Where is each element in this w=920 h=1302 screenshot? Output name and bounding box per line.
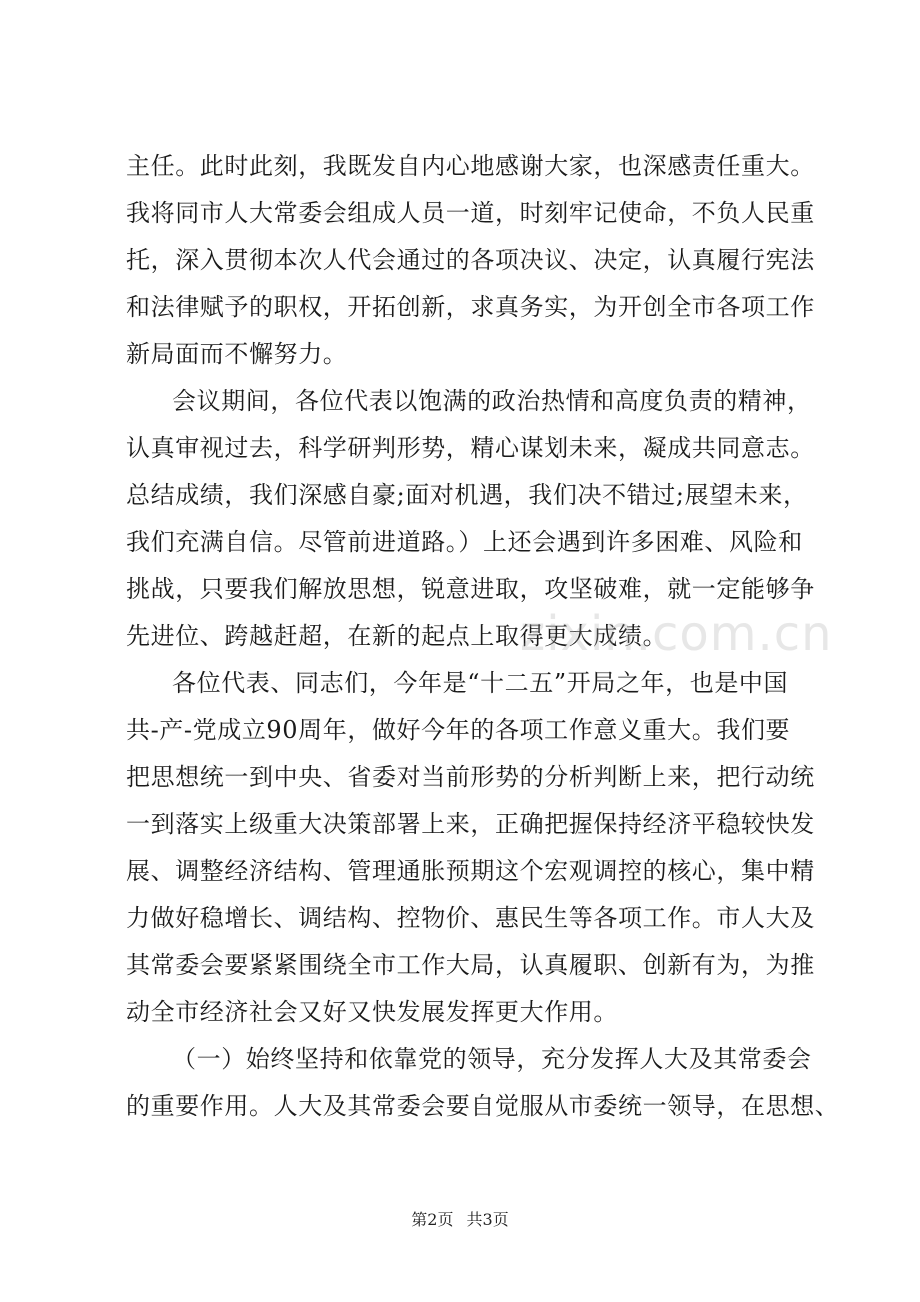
text-line: 力做好稳增长、调结构、控物价、惠民生等各项工作。市人大及 xyxy=(126,904,815,932)
text-line: 主任。此时此刻，我既发自内心地感谢大家，也深感责任重大。 xyxy=(126,152,815,180)
document-body xyxy=(126,147,840,1134)
text-line: 的重要作用。人大及其常委会要自觉服从市委统一领导，在思想、 xyxy=(126,1092,840,1120)
text-line: 和法律赋予的职权，开拓创新，求真务实，为开创全市各项工作 xyxy=(126,293,815,321)
page-number: 第2页 xyxy=(411,1210,454,1229)
watermark: zixin.com.cn xyxy=(520,606,833,662)
text-line: 认真审视过去，科学研判形势，精心谋划未来，凝成共同意志。 xyxy=(126,434,815,462)
page-total: 共3页 xyxy=(466,1210,509,1229)
text-line: 我们充满自信。尽管前进道路。）上还会遇到许多困难、风险和 xyxy=(126,528,803,556)
text-line: 挑战，只要我们解放思想，锐意进取，攻坚破难，就一定能够争 xyxy=(126,575,815,603)
text-line: 新局面而不懈努力。 xyxy=(126,340,348,368)
paragraph-first-line: 各位代表、同志们，今年是“十二五”开局之年，也是中国 xyxy=(172,669,789,697)
text-line: 托，深入贯彻本次人代会通过的各项决议、决定，认真履行宪法 xyxy=(126,246,815,274)
text-line: 其常委会要紧紧围绕全市工作大局，认真履职、创新有为，为推 xyxy=(126,951,815,979)
text-line: 一到落实上级重大决策部署上来，正确把握保持经济平稳较快发 xyxy=(126,810,815,838)
paragraph-first-line: （一）始终坚持和依靠党的领导，充分发挥人大及其常委会 xyxy=(172,1045,812,1073)
text-line: 共-产-党成立90周年，做好今年的各项工作意义重大。我们要 xyxy=(126,716,791,744)
text-line: 我将同市人大常委会组成人员一道，时刻牢记使命，不负人民重 xyxy=(126,199,815,227)
page-footer xyxy=(0,1210,920,1230)
text-line: 先进位、跨越赶超，在新的起点上取得更大成绩。 xyxy=(126,622,668,650)
text-line: 总结成绩，我们深感自豪;面对机遇，我们决不错过;展望未来， xyxy=(126,481,808,509)
text-line: 把思想统一到中央、省委对当前形势的分析判断上来，把行动统 xyxy=(126,763,815,791)
text-line: 动全市经济社会又好又快发展发挥更大作用。 xyxy=(126,998,618,1026)
text-line: 展、调整经济结构、管理通胀预期这个宏观调控的核心，集中精 xyxy=(126,857,815,885)
paragraph-first-line: 会议期间，各位代表以饱满的政治热情和高度负责的精神， xyxy=(172,387,812,415)
